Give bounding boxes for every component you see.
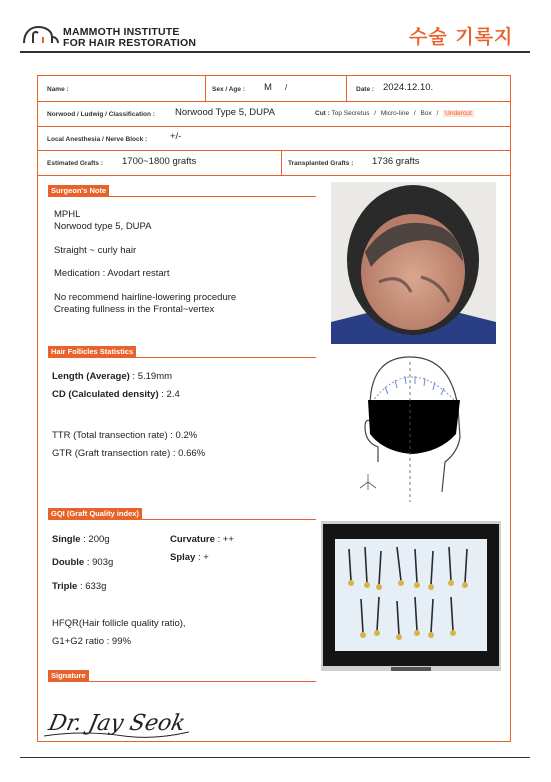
gqi-heading: GQI (Graft Quality index) bbox=[48, 508, 142, 519]
follicle-stats-heading: Hair Follicles Statistics bbox=[48, 346, 136, 357]
logo-line2: FOR HAIR RESTORATION bbox=[63, 37, 197, 49]
logo-line1: MAMMOTH INSTITUTE bbox=[63, 26, 180, 38]
section-rule bbox=[48, 681, 316, 682]
header-divider bbox=[20, 51, 530, 53]
cut-label: Cut : bbox=[315, 110, 330, 117]
g1g2-value: : 99% bbox=[104, 636, 131, 647]
cut-options bbox=[315, 110, 474, 117]
name-label: Name : bbox=[47, 86, 69, 93]
section-rule bbox=[48, 519, 316, 520]
length-value: : 5.19mm bbox=[129, 371, 173, 382]
cut-separator: / bbox=[413, 110, 416, 117]
anesthesia-value[interactable]: +/- bbox=[170, 131, 182, 142]
cut-option-top-secretus[interactable]: Top Secretus bbox=[331, 110, 370, 117]
triple-stat bbox=[52, 581, 106, 592]
scalp-photo bbox=[331, 182, 496, 344]
note-line: No recommend hairline-lowering procedure bbox=[54, 292, 237, 303]
follicle-monitor-photo bbox=[321, 521, 501, 671]
logo-text bbox=[63, 27, 196, 49]
cut-separator: / bbox=[374, 110, 377, 117]
triple-label: Triple bbox=[52, 581, 78, 592]
col-divider bbox=[281, 150, 282, 175]
note-line: Norwood type 5, DUPA bbox=[54, 221, 152, 232]
ttr-stat bbox=[52, 430, 197, 441]
cut-option-box[interactable]: Box bbox=[420, 110, 432, 117]
g1g2-label: G1+G2 ratio bbox=[52, 636, 105, 647]
name-field[interactable] bbox=[80, 82, 200, 94]
hfqr-label: HFQR(Hair follicle quality ratio), bbox=[52, 618, 186, 629]
col-divider bbox=[346, 75, 347, 101]
sex-age-separator: / bbox=[285, 83, 288, 92]
gtr-label: GTR (Graft transection rate) bbox=[52, 448, 171, 459]
signature-text: Dr. Jay Seok bbox=[46, 710, 188, 736]
cut-option-micro-line[interactable]: Micro-line bbox=[380, 110, 410, 117]
cd-value: : 2.4 bbox=[158, 389, 180, 400]
length-stat bbox=[52, 371, 172, 382]
signature-heading: Signature bbox=[48, 670, 89, 681]
sex-value[interactable]: M bbox=[264, 82, 272, 93]
note-line: Creating fullness in the Frontal~vertex bbox=[54, 304, 215, 315]
classification-value[interactable]: Norwood Type 5, DUPA bbox=[175, 107, 275, 118]
splay-value: : + bbox=[195, 552, 209, 563]
double-value: : 903g bbox=[84, 557, 114, 568]
date-label: Date : bbox=[356, 86, 375, 93]
double-stat bbox=[52, 557, 113, 568]
note-line: MPHL bbox=[54, 209, 81, 220]
row-divider bbox=[37, 126, 511, 127]
section-rule bbox=[48, 196, 316, 197]
ttr-label: TTR (Total transection rate) bbox=[52, 430, 168, 441]
mammoth-logo-icon bbox=[20, 23, 60, 47]
triple-value: : 633g bbox=[77, 581, 107, 592]
classification-label: Norwood / Ludwig / Classification : bbox=[47, 111, 155, 118]
note-line: Straight ~ curly hair bbox=[54, 245, 137, 256]
estimated-grafts-label: Estimated Grafts : bbox=[47, 160, 103, 167]
single-value: : 200g bbox=[80, 534, 110, 545]
section-rule bbox=[48, 357, 316, 358]
gtr-value: : 0.66% bbox=[170, 448, 206, 459]
col-divider bbox=[205, 75, 206, 101]
transplanted-grafts-value[interactable]: 1736 grafts bbox=[372, 156, 420, 167]
footer-divider bbox=[20, 757, 530, 758]
row-divider bbox=[37, 150, 511, 151]
ttr-value: : 0.2% bbox=[167, 430, 198, 441]
length-label: Length (Average) bbox=[52, 371, 130, 382]
cd-stat bbox=[52, 389, 180, 400]
single-label: Single bbox=[52, 534, 81, 545]
splay-stat bbox=[170, 552, 209, 563]
transplanted-grafts-label: Transplanted Grafts : bbox=[288, 160, 354, 167]
curvature-label: Curvature bbox=[170, 534, 215, 545]
cut-option-undercut[interactable]: Undercut bbox=[445, 110, 472, 117]
row-divider bbox=[37, 101, 511, 102]
surgeons-note-heading: Surgeon's Note bbox=[48, 185, 109, 196]
head-diagram bbox=[340, 352, 480, 507]
estimated-grafts-value[interactable]: 1700~1800 grafts bbox=[122, 156, 197, 167]
page-title: 수술 기록지 bbox=[409, 26, 514, 48]
g1g2-stat bbox=[52, 636, 131, 647]
note-line: Medication : Avodart restart bbox=[54, 268, 170, 279]
curvature-stat bbox=[170, 534, 234, 545]
date-value[interactable]: 2024.12.10. bbox=[383, 82, 434, 93]
row-divider bbox=[37, 175, 511, 176]
gtr-stat bbox=[52, 448, 205, 459]
curvature-value: : ++ bbox=[214, 534, 234, 545]
sex-age-label: Sex / Age : bbox=[212, 86, 245, 93]
single-stat bbox=[52, 534, 110, 545]
splay-label: Splay bbox=[170, 552, 196, 563]
cd-label: CD (Calculated density) bbox=[52, 389, 159, 400]
cut-separator: / bbox=[436, 110, 439, 117]
double-label: Double bbox=[52, 557, 85, 568]
logo bbox=[20, 23, 60, 47]
anesthesia-label: Local Anesthesia / Nerve Block : bbox=[47, 136, 148, 143]
signature-image bbox=[44, 700, 194, 744]
